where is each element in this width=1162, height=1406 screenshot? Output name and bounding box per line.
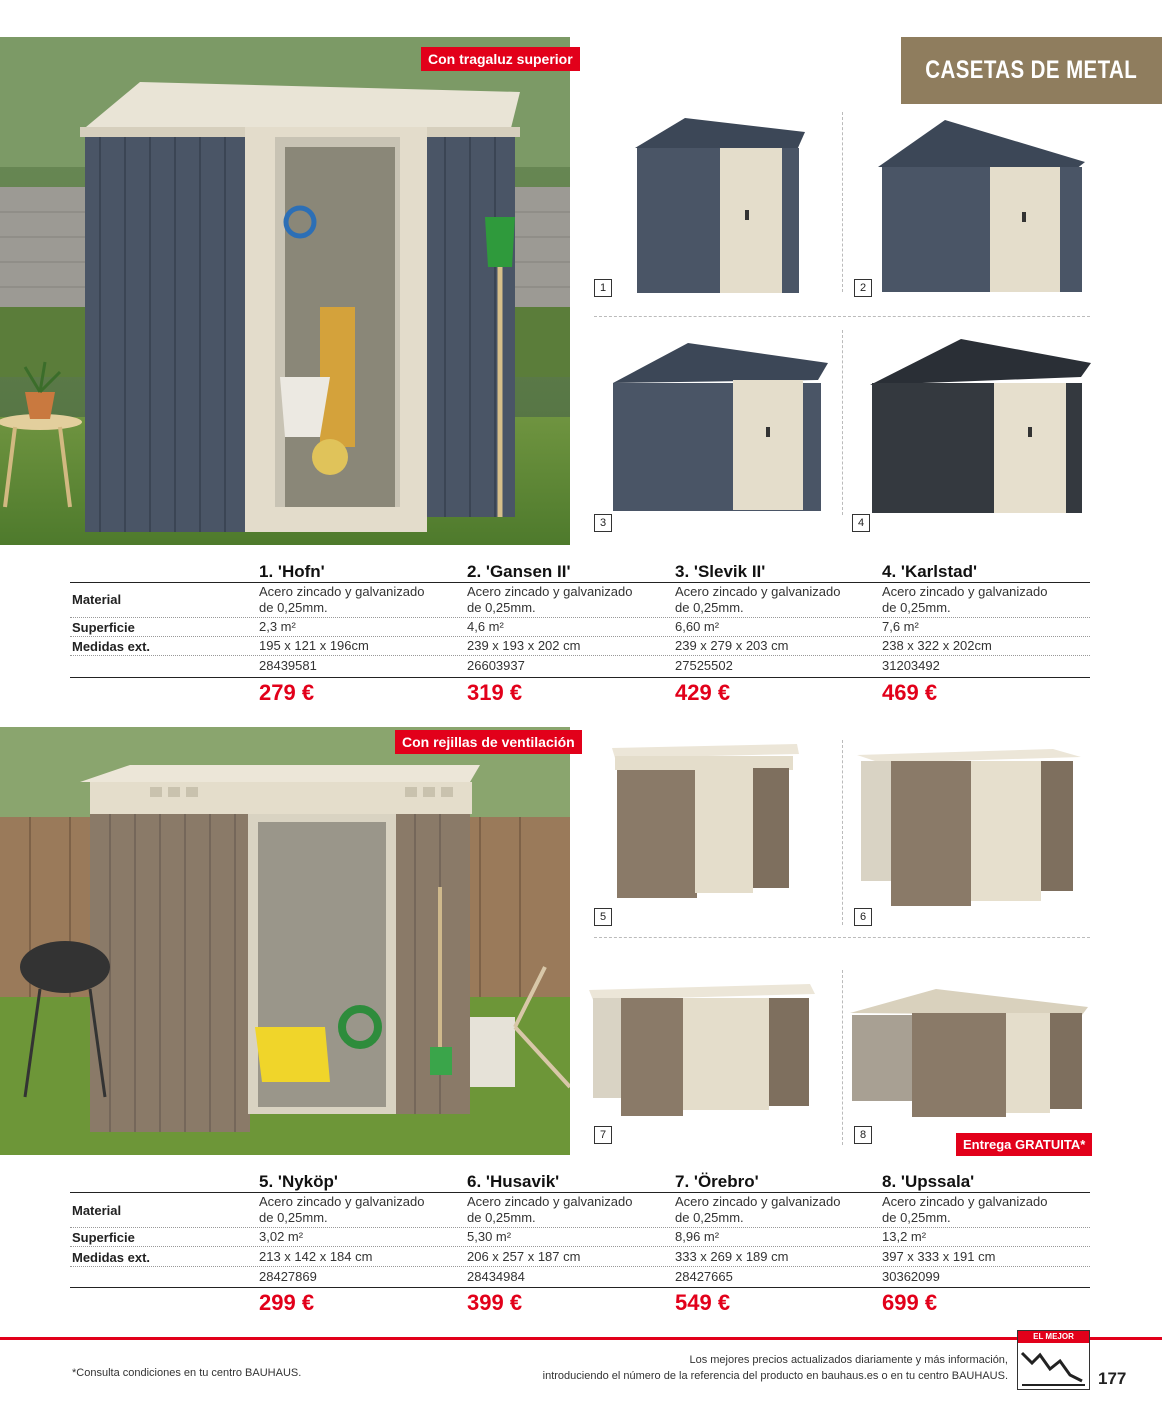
shed-thumb-blue-1 (625, 110, 815, 300)
row-label-material: Material (72, 1203, 122, 1218)
footer-info-line: introduciendo el número de la referencia del producto en bauhaus.es o en tu centro BAUHAUS. (542, 1370, 1008, 1382)
spec-table-section2 (70, 1172, 1090, 1317)
table-top-rule (70, 1192, 1090, 1193)
thumb-number: 7 (594, 1126, 612, 1144)
row-divider (70, 1227, 1090, 1228)
table-top-rule (70, 582, 1090, 583)
thumb-slevik[interactable] (608, 335, 833, 515)
price-drop-chart-icon (1018, 1343, 1089, 1389)
medidas-cell: 397 x 333 x 191 cm (882, 1249, 996, 1264)
material-cell: Acero zincado y galvanizado de 0,25mm. (675, 584, 841, 615)
thumb-husavik[interactable] (853, 745, 1083, 910)
feature-badge-skylight: Con tragaluz superior (421, 47, 580, 71)
reference-number: 26603937 (467, 658, 525, 673)
free-delivery-badge: Entrega GRATUITA* (956, 1133, 1092, 1156)
thumb-number: 8 (854, 1126, 872, 1144)
footer-info (543, 1352, 1008, 1384)
main-photo-brown-shed (0, 727, 570, 1155)
medidas-cell: 239 x 279 x 203 cm (675, 638, 789, 653)
reference-number: 28427665 (675, 1269, 733, 1284)
thumb-number: 2 (854, 279, 872, 297)
thumb-number: 6 (854, 908, 872, 926)
reference-number: 27525502 (675, 658, 733, 673)
spec-table-section1 (70, 562, 1090, 707)
thumb-upssala[interactable] (846, 985, 1090, 1123)
thumb-number: 4 (852, 514, 870, 532)
thumb-divider-vertical (842, 740, 843, 925)
row-label-material: Material (72, 592, 122, 607)
row-divider (70, 1246, 1090, 1247)
row-label-superficie: Superficie (72, 1230, 135, 1245)
row-divider (70, 636, 1090, 637)
superficie-cell: 7,6 m² (882, 619, 919, 634)
thumb-number: 1 (594, 279, 612, 297)
medidas-cell: 213 x 142 x 184 cm (259, 1249, 373, 1264)
thumb-gansen[interactable] (870, 112, 1090, 297)
best-price-logo (1017, 1330, 1090, 1390)
thumb-divider-vertical (842, 330, 843, 515)
row-divider (70, 617, 1090, 618)
footnote: *Consulta condiciones en tu centro BAUHAUS. (72, 1367, 302, 1379)
brown-shed-scene-illustration (0, 727, 570, 1155)
row-divider (70, 655, 1090, 656)
main-photo-blue-shed (0, 37, 570, 545)
product-price: 469 € (882, 680, 938, 705)
superficie-cell: 13,2 m² (882, 1229, 927, 1244)
shed-thumb-blue-3 (608, 335, 833, 515)
row-label-superficie: Superficie (72, 620, 135, 635)
shed-thumb-brown-8 (846, 985, 1090, 1123)
row-divider (70, 1266, 1090, 1267)
superficie-cell: 5,30 m² (467, 1229, 512, 1244)
superficie-cell: 3,02 m² (259, 1229, 304, 1244)
material-cell: Acero zincado y galvanizado de 0,25mm. (675, 1194, 841, 1225)
product-price: 699 € (882, 1290, 938, 1315)
product-name: 1. 'Hofn' (259, 562, 325, 581)
page-number: 177 (1098, 1369, 1127, 1388)
product-price: 399 € (467, 1290, 523, 1315)
product-name: 3. 'Slevik II' (675, 562, 766, 581)
material-cell: Acero zincado y galvanizado de 0,25mm. (882, 1194, 1048, 1225)
footer-divider (0, 1337, 1162, 1340)
thumb-divider-vertical (842, 970, 843, 1145)
category-title: CASETAS DE METAL (925, 56, 1138, 84)
thumb-number: 5 (594, 908, 612, 926)
material-cell: Acero zincado y galvanizado de 0,25mm. (467, 584, 633, 615)
best-price-label: EL MEJOR PRECIO (1018, 1331, 1089, 1343)
product-name: 4. 'Karlstad' (882, 562, 978, 581)
product-price: 299 € (259, 1290, 315, 1315)
material-cell: Acero zincado y galvanizado de 0,25mm. (259, 584, 425, 615)
shed-thumb-brown-6 (853, 745, 1083, 910)
thumb-karlstad[interactable] (866, 335, 1094, 517)
thumb-orebro[interactable] (585, 978, 817, 1118)
product-name: 7. 'Örebro' (675, 1172, 759, 1191)
product-price: 279 € (259, 680, 315, 705)
product-price: 319 € (467, 680, 523, 705)
reference-number: 28434984 (467, 1269, 525, 1284)
feature-badge-ventilation: Con rejillas de ventilación (395, 730, 582, 754)
row-divider-solid (70, 677, 1090, 678)
medidas-cell: 206 x 257 x 187 cm (467, 1249, 581, 1264)
material-cell: Acero zincado y galvanizado de 0,25mm. (467, 1194, 633, 1225)
footer-info-line: Los mejores precios actualizados diariamente y más información, (689, 1354, 1008, 1366)
product-name: 6. 'Husavik' (467, 1172, 560, 1191)
superficie-cell: 4,6 m² (467, 619, 504, 634)
row-label-medidas: Medidas ext. (72, 639, 151, 654)
medidas-cell: 238 x 322 x 202cm (882, 638, 992, 653)
thumb-number: 3 (594, 514, 612, 532)
medidas-cell: 333 x 269 x 189 cm (675, 1249, 789, 1264)
row-label-medidas: Medidas ext. (72, 1250, 151, 1265)
thumb-nykop[interactable] (607, 740, 807, 905)
thumb-hofn[interactable] (625, 110, 815, 300)
thumb-divider-horizontal (594, 316, 1090, 317)
superficie-cell: 6,60 m² (675, 619, 720, 634)
material-cell: Acero zincado y galvanizado de 0,25mm. (882, 584, 1048, 615)
shed-thumb-brown-5 (607, 740, 807, 905)
superficie-cell: 8,96 m² (675, 1229, 720, 1244)
shed-thumb-dark-4 (866, 335, 1094, 517)
product-name: 2. 'Gansen II' (467, 562, 571, 581)
reference-number: 30362099 (882, 1269, 940, 1284)
reference-number: 28439581 (259, 658, 317, 673)
product-price: 429 € (675, 680, 731, 705)
shed-thumb-brown-7 (585, 978, 817, 1118)
thumb-divider-vertical (842, 112, 843, 292)
superficie-cell: 2,3 m² (259, 619, 296, 634)
blue-shed-scene-illustration (0, 37, 570, 545)
reference-number: 28427869 (259, 1269, 317, 1284)
product-price: 549 € (675, 1290, 731, 1315)
medidas-cell: 195 x 121 x 196cm (259, 638, 369, 653)
shed-thumb-blue-2 (870, 112, 1090, 297)
thumb-divider-horizontal (594, 937, 1090, 938)
row-divider-solid (70, 1287, 1090, 1288)
material-cell: Acero zincado y galvanizado de 0,25mm. (259, 1194, 425, 1225)
product-name: 5. 'Nyköp' (259, 1172, 338, 1191)
reference-number: 31203492 (882, 658, 940, 673)
product-name: 8. 'Upssala' (882, 1172, 975, 1191)
medidas-cell: 239 x 193 x 202 cm (467, 638, 581, 653)
category-header (901, 37, 1162, 104)
